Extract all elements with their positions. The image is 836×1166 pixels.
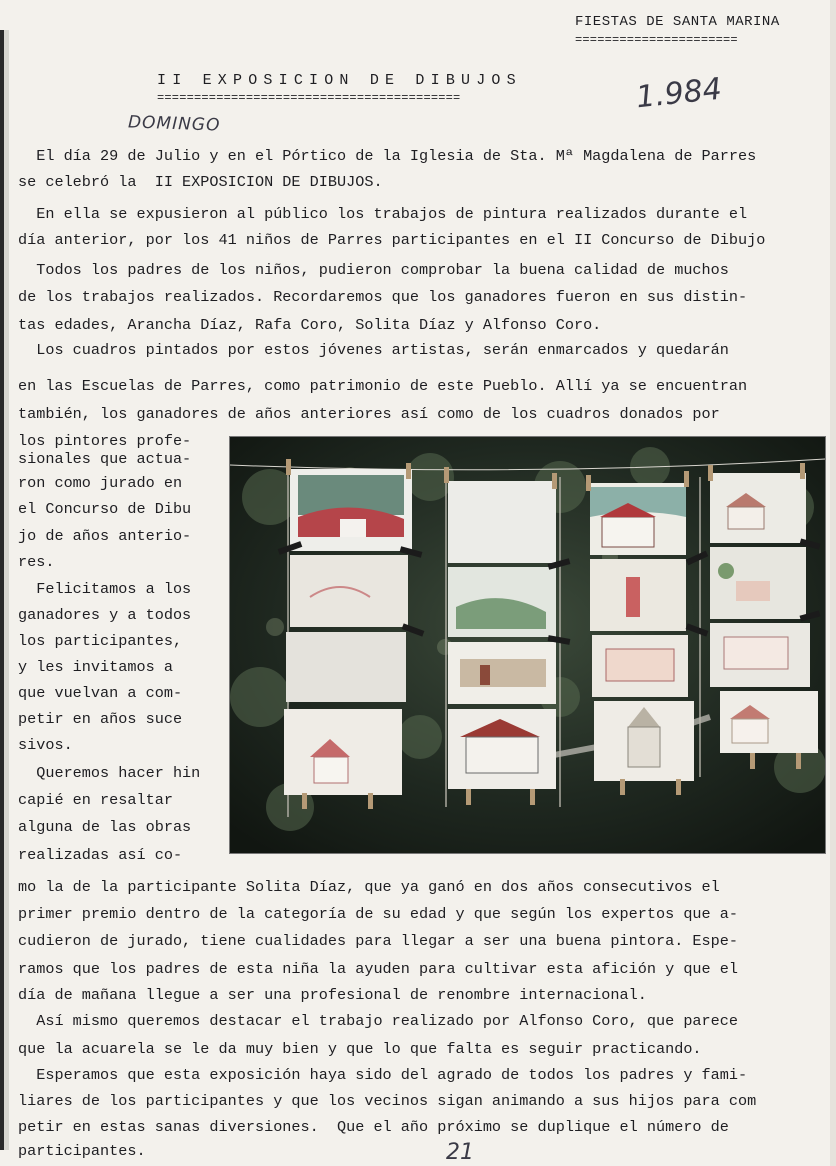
body-line: Los cuadros pintados por estos jóvenes artistas, serán enmarcados y quedarán [18, 341, 729, 359]
body-line: res. [18, 553, 55, 571]
body-line: sionales que actua- [18, 450, 192, 468]
exhibition-photo-image [230, 437, 825, 853]
body-line: que la acuarela se le da muy bien y que lo que falta es seguir practicando. [18, 1040, 702, 1058]
binding-edge [0, 30, 14, 1150]
body-line: los pintores profe- [18, 432, 192, 450]
body-line: capié en resaltar [18, 791, 173, 809]
body-line: sivos. [18, 736, 73, 754]
body-line: liares de los participantes y que los vecinos sigan animando a sus hijos para com [18, 1092, 757, 1110]
body-line: mo la de la participante Solita Díaz, que ya ganó en dos años consecutivos el [18, 878, 720, 896]
handwritten-day: DOMINGO [127, 112, 221, 136]
body-line: petir en estas sanas diversiones. Que el año próximo se duplique el número de [18, 1118, 729, 1136]
body-line: cudieron de jurado, tiene cualidades para llegar a ser una buena pintora. Espe- [18, 932, 739, 950]
body-line: ron como jurado en [18, 474, 183, 492]
body-line: se celebró la II EXPOSICION DE DIBUJOS. [18, 173, 383, 191]
body-line: realizadas así co- [18, 846, 183, 864]
body-line: jo de años anterio- [18, 527, 192, 545]
body-line: los participantes, [18, 632, 183, 650]
body-line: día anterior, por los 41 niños de Parres participantes en el II Concurso de Dibujo [18, 231, 766, 249]
body-line: participantes. [18, 1142, 146, 1160]
body-line: primer premio dentro de la categoría de su edad y que según los expertos que a- [18, 905, 739, 923]
body-line: en las Escuelas de Parres, como patrimonio de este Pueblo. Allí ya se encuentran [18, 377, 748, 395]
body-line: ganadores y a todos [18, 606, 192, 624]
body-line: Esperamos que esta exposición haya sido del agrado de todos los padres y fami- [18, 1066, 748, 1084]
body-line: que vuelvan a com- [18, 684, 183, 702]
section-header-underline: ====================== [575, 33, 738, 47]
body-line: y les invitamos a [18, 658, 173, 676]
body-line: Queremos hacer hin [18, 764, 201, 782]
body-line: ramos que los padres de esta niña la ayuden para cultivar esta afición y que el [18, 960, 739, 978]
handwritten-page-number: 21 [446, 1140, 474, 1165]
page-edge [830, 0, 836, 1166]
body-line: Todos los padres de los niños, pudieron comprobar la buena calidad de muchos [18, 261, 729, 279]
body-line: El día 29 de Julio y en el Pórtico de la Iglesia de Sta. Mª Magdalena de Parres [18, 147, 757, 165]
handwritten-year: 1.984 [634, 71, 724, 116]
body-line: Felicitamos a los [18, 580, 192, 598]
body-line: En ella se expusieron al público los trabajos de pintura realizados durante el [18, 205, 748, 223]
body-line: el Concurso de Dibu [18, 500, 192, 518]
body-line: de los trabajos realizados. Recordaremos que los ganadores fueron en sus distin- [18, 288, 748, 306]
page-title-underline: ========================================= [157, 91, 461, 105]
body-line: alguna de las obras [18, 818, 192, 836]
exhibition-photo [229, 436, 826, 854]
body-line: tas edades, Arancha Díaz, Rafa Coro, Solita Díaz y Alfonso Coro. [18, 316, 602, 334]
section-header: FIESTAS DE SANTA MARINA [575, 14, 780, 30]
body-line: petir en años suce [18, 710, 183, 728]
body-line: día de mañana llegue a ser una profesional de renombre internacional. [18, 986, 647, 1004]
body-line: también, los ganadores de años anteriores así como de los cuadros donados por [18, 405, 720, 423]
body-line: Así mismo queremos destacar el trabajo realizado por Alfonso Coro, que parece [18, 1012, 739, 1030]
page-title: II EXPOSICION DE DIBUJOS [157, 72, 522, 89]
